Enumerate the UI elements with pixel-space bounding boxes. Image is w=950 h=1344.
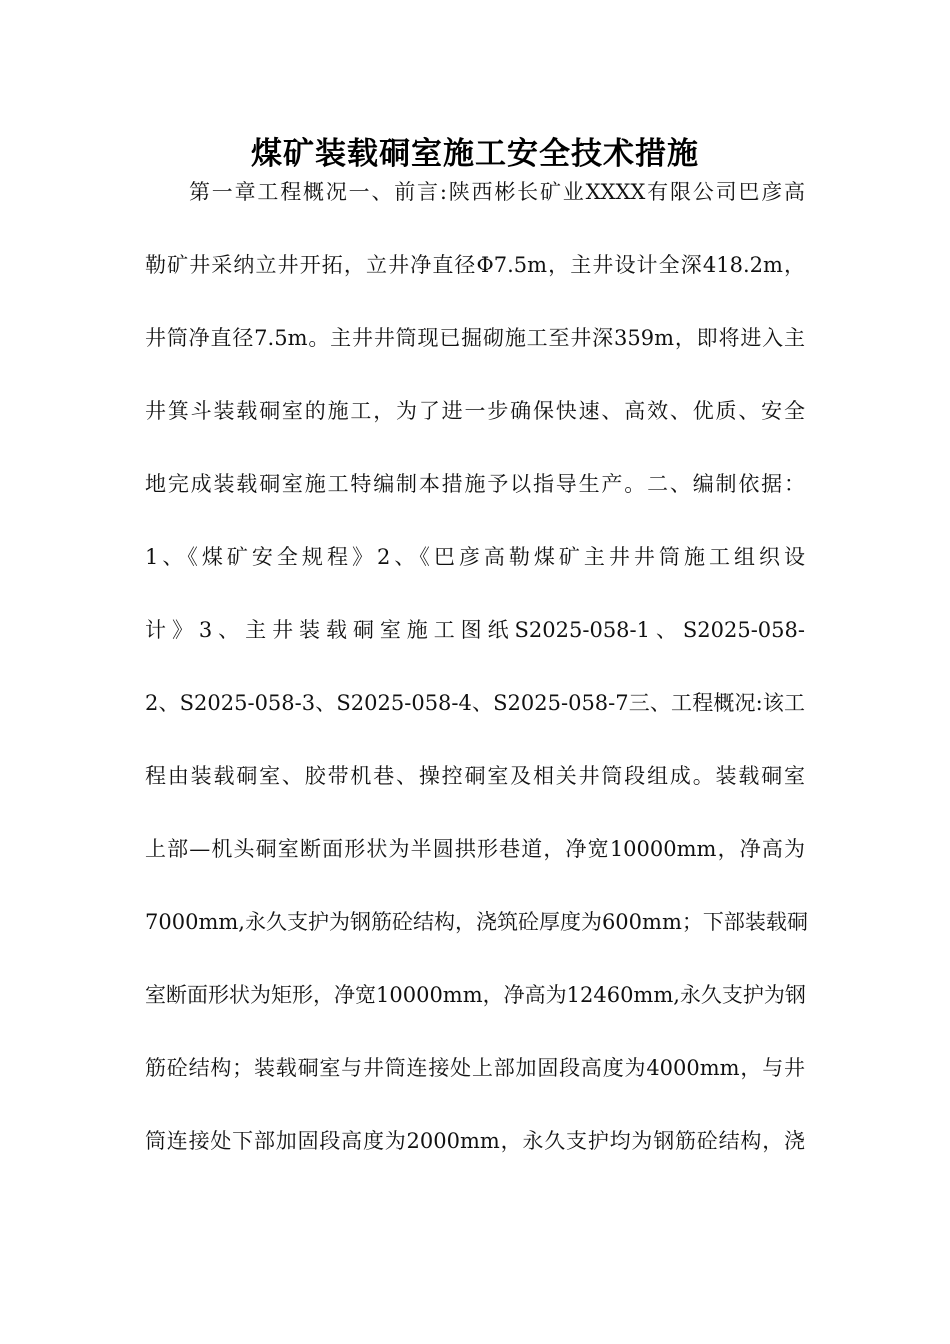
text-line: 上部—机头硐室断面形状为半圆拱形巷道，净宽10000mm，净高为 [145,837,805,861]
document-title: 煤矿装载硐室施工安全技术措施 [251,136,699,172]
text-line: 筒连接处下部加固段高度为2000mm，永久支护均为钢筋砼结构，浇 [145,1129,805,1153]
text-line: 1、《煤矿安全规程》2、《巴彦高勒煤矿主井井筒施工组织设 [145,545,805,569]
text-line: 地完成装载硐室施工特编制本措施予以指导生产。二、编制依据： [145,472,805,496]
text-line: 筋砼结构；装载硐室与井筒连接处上部加固段高度为4000mm，与井 [145,1056,805,1080]
text-line: 井筒净直径7.5m。主井井筒现已掘砌施工至井深359m，即将进入主 [145,326,805,350]
text-line: 7000mm,永久支护为钢筋砼结构，浇筑砼厚度为600mm；下部装载硐 [145,910,808,934]
text-line: 第一章工程概况一、前言:陕西彬长矿业XXXX有限公司巴彦高 [189,180,805,204]
text-line: 程由装载硐室、胶带机巷、操控硐室及相关井筒段组成。装载硐室 [145,764,805,788]
text-line: 井箕斗装载硐室的施工，为了进一步确保快速、高效、优质、安全 [145,399,805,423]
text-line: 勒矿井采纳立井开拓，立井净直径Φ7.5m，主井设计全深418.2m， [145,253,805,277]
text-line: 2、S2025-058-3、S2025-058-4、S2025-058-7三、工程概况:该工 [145,691,805,715]
text-line: 室断面形状为矩形，净宽10000mm，净高为12460mm,永久支护为钢 [145,983,806,1007]
text-line: 计》3、主井装载硐室施工图纸S2025-058-1、S2025-058- [145,618,805,642]
